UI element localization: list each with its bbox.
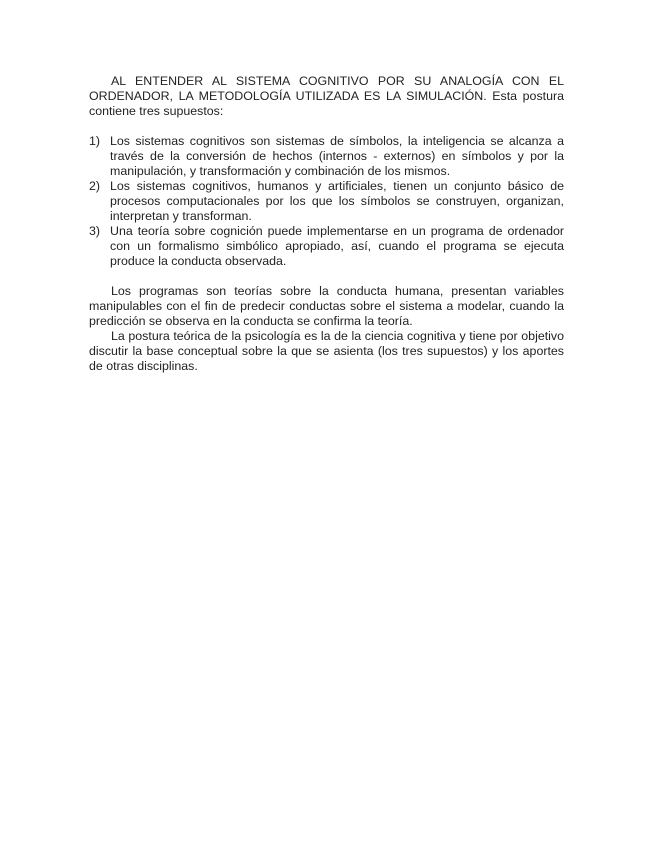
list-item-number: 1) <box>89 134 101 148</box>
postura-paragraph: La postura teórica de la psicología es la de la ciencia cognitiva y tiene por objetivo discutir la base conceptual sobre la que se asienta (los tres supuestos) y los aportes de otras disciplinas. <box>89 329 564 373</box>
spacer <box>89 269 564 284</box>
list-item <box>89 224 564 269</box>
list-item-text: Los sistemas cognitivos son sistemas de símbolos, la inteligencia se alcanza a través de la conversión de hechos (internos - externos) en símbolos y por la manipulación, y transformación y combinación de los mismos. <box>110 134 564 178</box>
list-item-text: Una teoría sobre cognición puede implementarse en un programa de ordenador con un formalismo simbólico apropiado, así, cuando el programa se ejecuta produce la conducta observada. <box>110 224 564 268</box>
list-item-text: Los sistemas cognitivos, humanos y artificiales, tienen un conjunto básico de procesos computacionales por los que los símbolos se construyen, organizan, interpretan y transforman. <box>110 179 564 223</box>
assumptions-list <box>89 134 564 269</box>
spacer <box>89 119 564 134</box>
intro-paragraph: AL ENTENDER AL SISTEMA COGNITIVO POR SU ANALOGÍA CON EL ORDENADOR, LA METODOLOGÍA UTILIZADA ES LA SIMULACIÓN. Esta postura contiene tres supuestos: <box>89 74 564 118</box>
programs-paragraph: Los programas son teorías sobre la conducta humana, presentan variables manipulables con el fin de predecir conductas sobre el sistema a modelar, cuando la predicción se observa en la conducta se confirma la teoría. <box>89 284 564 328</box>
list-item-number: 2) <box>89 179 101 193</box>
document-page <box>89 74 564 374</box>
list-item-number: 3) <box>89 224 101 238</box>
list-item <box>89 134 564 179</box>
list-item <box>89 179 564 224</box>
